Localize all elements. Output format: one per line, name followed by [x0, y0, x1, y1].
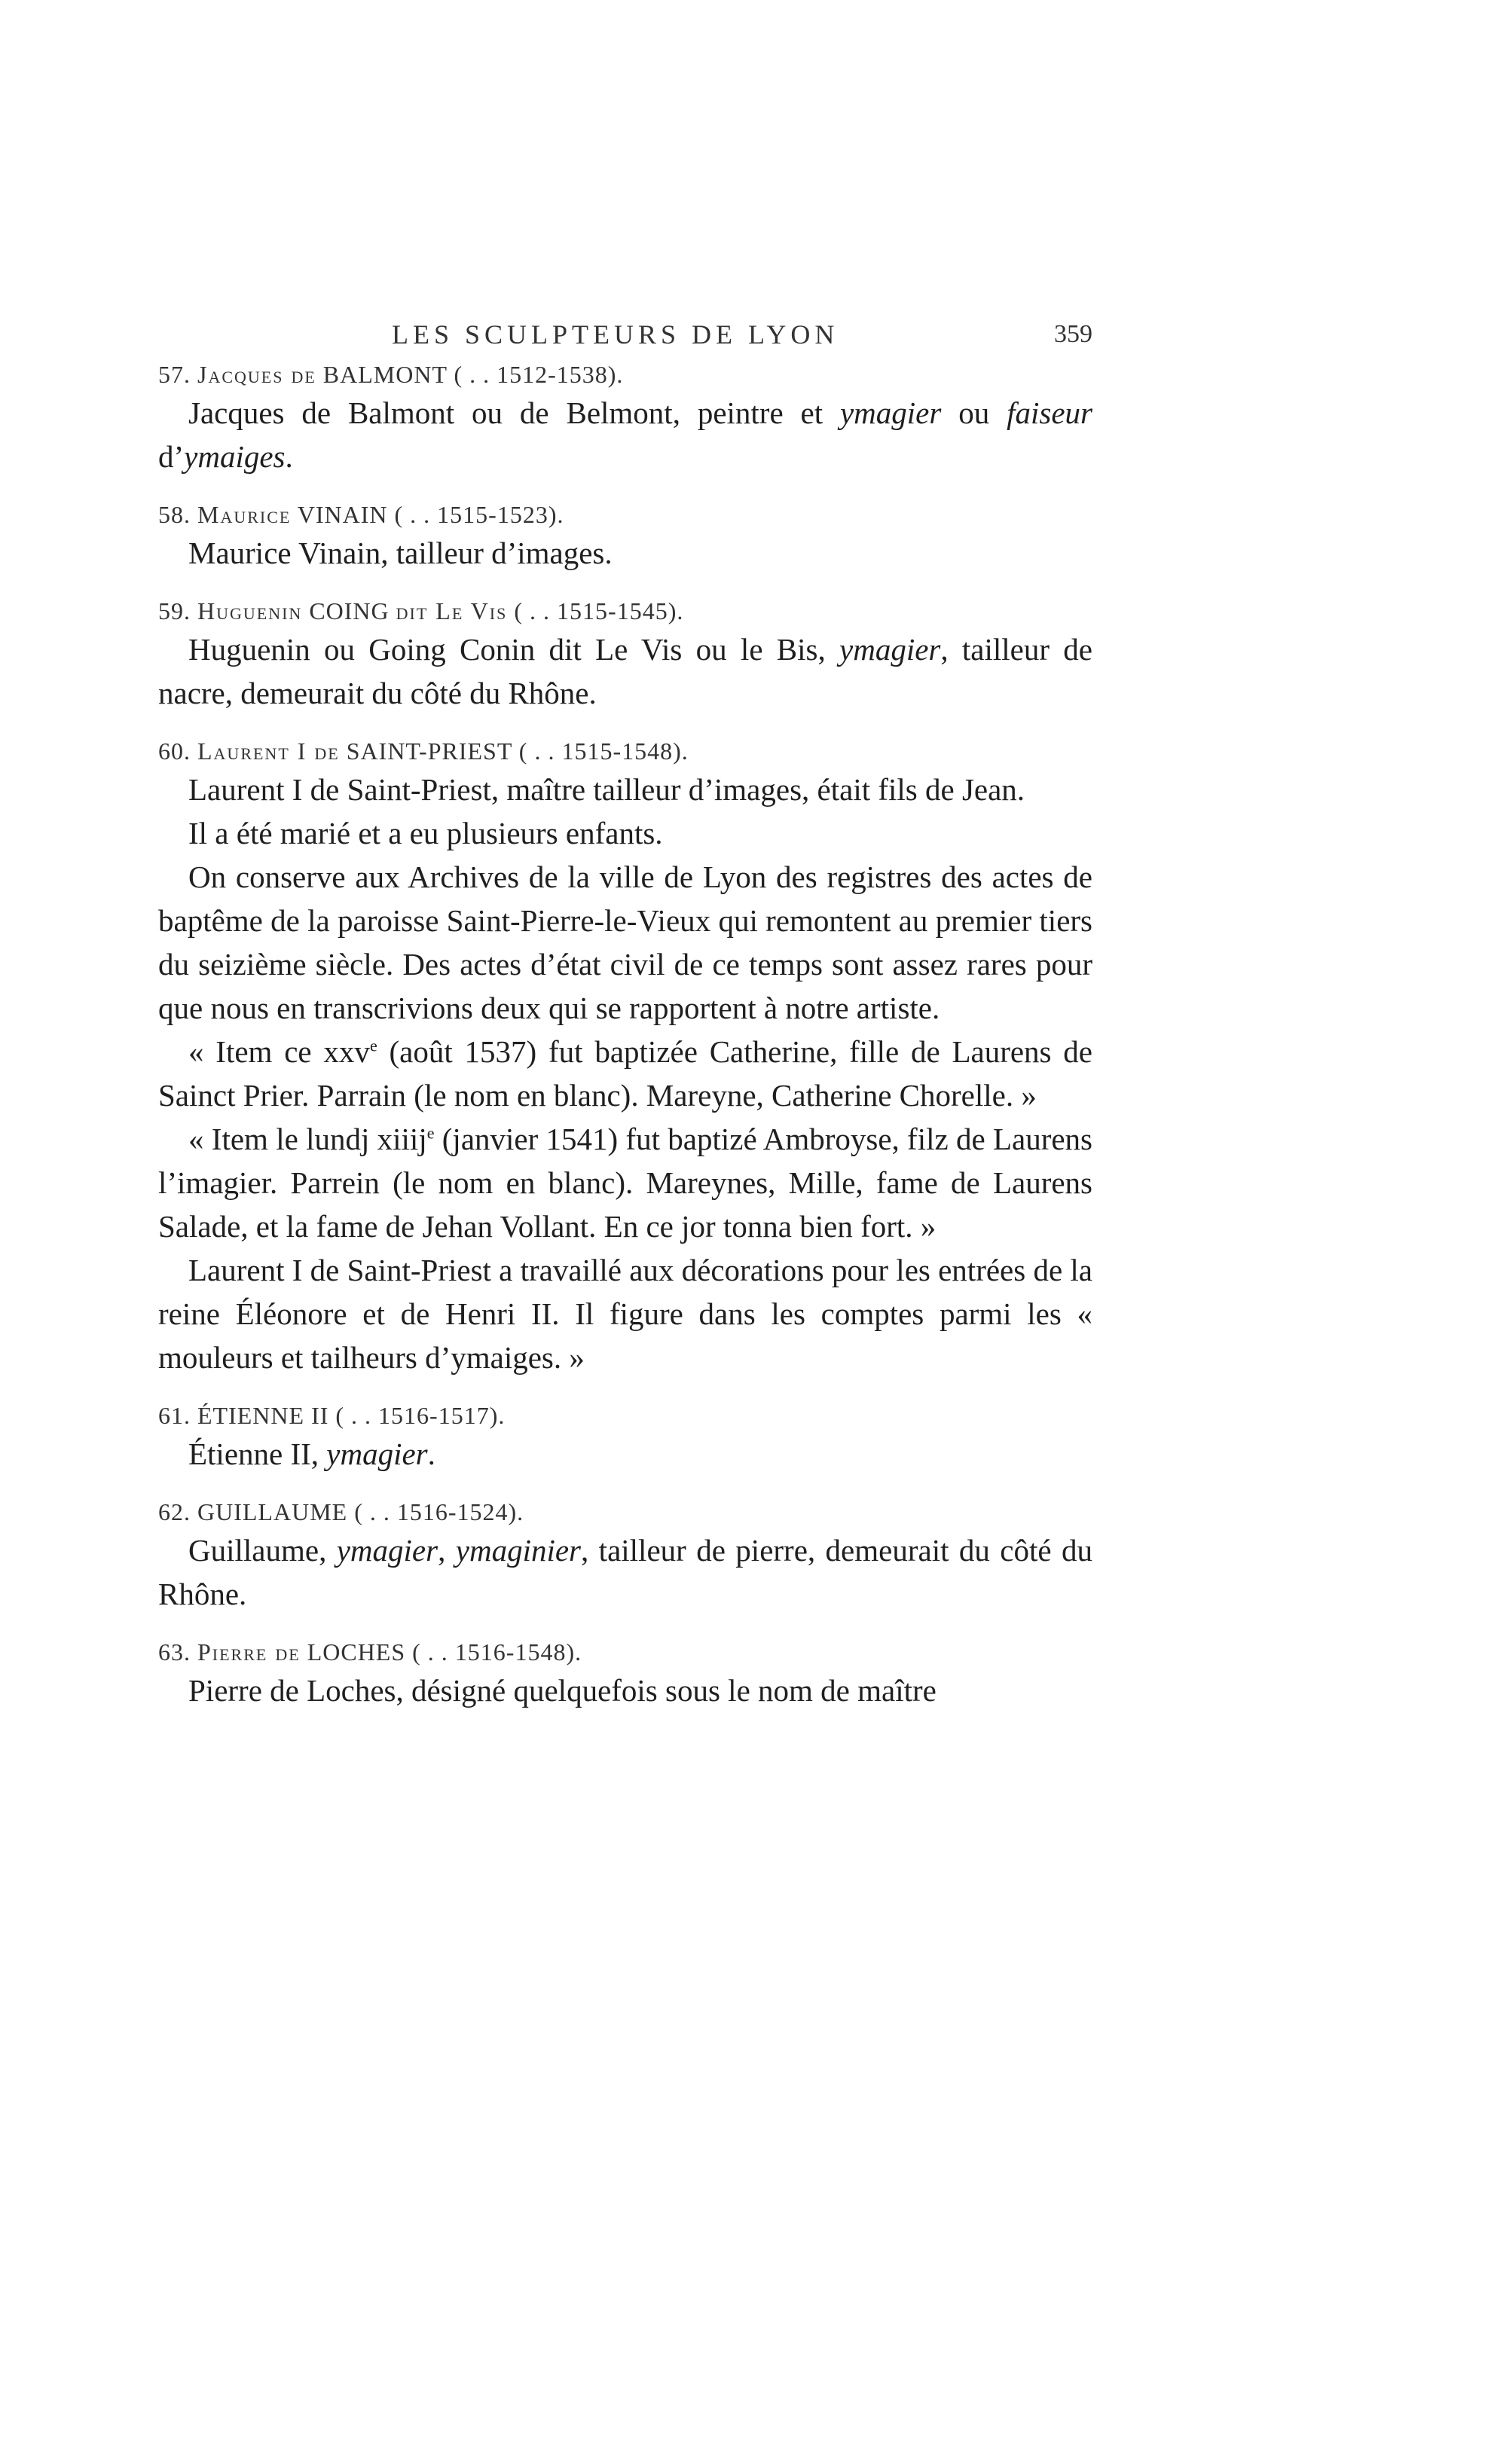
paragraph: Huguenin ou Going Conin dit Le Vis ou le Bis, ymagier, tailleur de nacre, demeurait du côté du Rhône. [158, 632, 1093, 710]
entry-number: 59. [158, 597, 191, 624]
entry-first-name: Pierre de [197, 1638, 301, 1666]
entry-58 [158, 498, 1092, 575]
entry-surname: GUILLAUME [197, 1498, 348, 1525]
entry-dates: ( . . 1516-1517). [335, 1402, 506, 1429]
entry-heading [158, 498, 1092, 531]
entry-number: 58. [158, 501, 191, 528]
entry-heading [158, 594, 1092, 627]
entry-dates: ( . . 1516-1548). [412, 1638, 582, 1666]
paragraph: Il a été marié et a eu plusieurs enfants. [188, 816, 663, 850]
running-title: LES SCULPTEURS DE LYON [392, 319, 839, 350]
entry-63 [158, 1635, 1092, 1712]
entry-60 [158, 734, 1092, 1379]
entry-first-name: Laurent I de [197, 737, 340, 765]
entry-surname: LOCHES [307, 1638, 406, 1666]
entry-surname: SAINT-PRIEST [346, 737, 512, 765]
quotation: « Item le lundj xiiij$^e$ (janvier 1541) fut baptizé Ambroyse, filz de Laurens l’imagier. Parrein (le nom en blanc). Mareynes, Mille, fame de Laurens Salade, et la fame de Jehan Vollant. En ce jor tonna bien fort. » [158, 1122, 1092, 1244]
entry-surname: BALMONT [322, 361, 448, 388]
entry-number: 57. [158, 361, 191, 388]
entry-dates: ( . . 1512-1538). [454, 361, 624, 388]
quotation: « Item ce xxv$^e$ (août 1537) fut baptizée Catherine, fille de Laurens de Sainct Prier. Parrain (le nom en blanc). Mareyne, Catherine Chorelle. » [158, 1034, 1093, 1113]
page-number: 359 [1054, 320, 1092, 348]
entry-dates: ( . . 1515-1545). [514, 597, 684, 624]
entry-59 [158, 594, 1092, 715]
entry-epithet: dit Le Vis [396, 597, 508, 624]
body-text [158, 358, 1092, 1712]
paragraph: Laurent I de Saint-Priest a travaillé aux décorations pour les entrées de la reine Éléonore et de Henri II. Il figure dans les comptes parmi les « mouleurs et tailheurs d’ymaiges. » [158, 1253, 1092, 1375]
entry-heading [158, 358, 1092, 391]
paragraph: On conserve aux Archives de la ville de Lyon des registres des actes de baptême de la paroisse Saint-Pierre-le-Vieux qui remontent au premier tiers du seizième siècle. Des actes d’état civil de ce temps sont assez rares pour que nous en transcrivions deux qui se rapportent à notre artiste. [158, 859, 1092, 1025]
entry-heading [158, 1495, 1092, 1528]
paragraph: Étienne II, ymagier. [188, 1437, 435, 1471]
entry-surname: ÉTIENNE II [197, 1402, 329, 1429]
entry-57 [158, 358, 1092, 478]
entry-number: 62. [158, 1498, 191, 1525]
running-head [158, 305, 1092, 358]
entry-dates: ( . . 1516-1524). [354, 1498, 524, 1525]
paragraph: Jacques de Balmont ou de Belmont, peintre et ymagier ou faiseur d’ymaiges. [158, 395, 1092, 474]
entry-heading [158, 734, 1092, 768]
entry-number: 63. [158, 1638, 191, 1666]
book-page [158, 305, 1092, 2279]
paragraph: Laurent I de Saint-Priest, maître tailleur d’images, était fils de Jean. [188, 772, 1025, 807]
entry-first-name: Maurice [197, 501, 292, 528]
paragraph: Maurice Vinain, tailleur d’images. [188, 536, 613, 570]
entry-first-name: Huguenin [197, 597, 303, 624]
entry-surname: COING [309, 597, 390, 624]
entry-61 [158, 1399, 1092, 1476]
entry-surname: VINAIN [297, 501, 388, 528]
entry-62 [158, 1495, 1092, 1616]
entry-number: 60. [158, 737, 191, 765]
paragraph: Pierre de Loches, désigné quelquefois sous le nom de maître [188, 1673, 937, 1708]
entry-first-name: Jacques de [197, 361, 316, 388]
entry-heading [158, 1399, 1092, 1432]
entry-number: 61. [158, 1402, 191, 1429]
entry-dates: ( . . 1515-1523). [394, 501, 564, 528]
entry-dates: ( . . 1515-1548). [518, 737, 689, 765]
paragraph: Guillaume, ymagier, ymaginier, tailleur de pierre, demeurait du côté du Rhône. [158, 1533, 1092, 1611]
entry-heading [158, 1635, 1092, 1669]
